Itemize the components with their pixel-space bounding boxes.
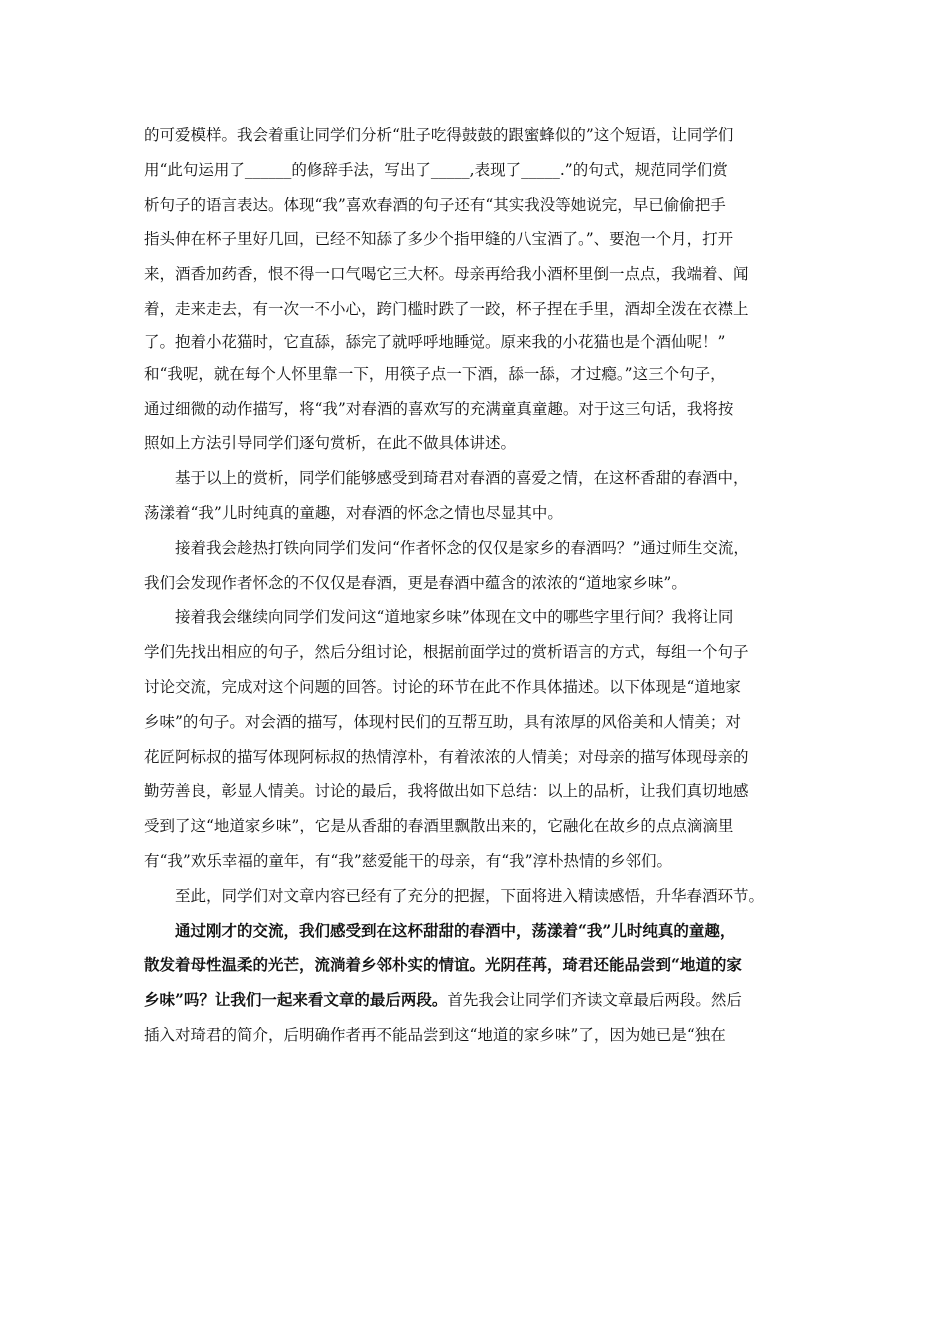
text-line [144, 809, 810, 844]
text-line [144, 257, 810, 292]
text-line [144, 844, 810, 879]
text-line [144, 426, 810, 461]
text-line [144, 222, 810, 257]
text-line [144, 948, 810, 983]
body-text: 荡漾着“我”儿时纯真的童趣，对春酒的怀念之情也尽显其中。 [144, 503, 563, 522]
body-text: 乡味”的句子。对会酒的描写，体现村民们的互帮互助，具有浓厚的风俗美和人情美；对 [144, 712, 741, 731]
text-line [144, 357, 810, 392]
body-text: 析句子的语言表达。体现“我”喜欢春酒的句子还有“其实我没等她说完，早已偷偷把手 [144, 195, 726, 214]
body-text: 和“我呢，就在每个人怀里靠一下，用筷子点一下酒，舔一舔，才过瘾。”这三个句子， [144, 364, 726, 383]
body-text: 首先我会让同学们齐读文章最后两段。然后 [447, 991, 742, 1010]
text-line [144, 1018, 810, 1053]
body-text: 接着我会继续向同学们发问这“道地家乡味”体现在文中的哪些字里行间？我将让同 [175, 608, 734, 627]
text-line [144, 740, 810, 775]
text-line [144, 461, 810, 496]
text-line [144, 327, 810, 357]
text-line [144, 392, 810, 427]
text-line [144, 566, 810, 601]
body-text: 着，走来走去，有一次一不小心，跨门槛时跌了一跤，杯子捏在手里，酒却全泼在衣襟上 [144, 299, 749, 318]
body-text: 插入对琦君的简介，后明确作者再不能品尝到这“地道的家乡味”了，因为她已是“独在 [144, 1025, 726, 1044]
body-text: 用“此句运用了______的修辞手法，写出了_____,表现了_____.”的句式，规范同学们赏 [144, 160, 728, 179]
text-line [144, 879, 810, 914]
body-text: 讨论交流，完成对这个问题的回答。讨论的环节在此不作具体描述。以下体现是“道地家 [144, 677, 741, 696]
body-text: 指头伸在杯子里好几回，已经不知舔了多少个指甲缝的八宝酒了。”、要泡一个月，打开 [144, 230, 734, 249]
body-text: 勤劳善良，彰显人情美。讨论的最后，我将做出如下总结：以上的品析，让我们真切地感 [144, 782, 749, 801]
text-line [144, 188, 810, 223]
text-line [144, 635, 810, 670]
text-line [144, 118, 810, 153]
body-text: 通过细微的动作描写，将“我”对春酒的喜欢写的充满童真童趣。对于这三句话，我将按 [144, 399, 734, 418]
text-line [144, 705, 810, 740]
body-text: 来，酒香加药香，恨不得一口气喝它三大杯。母亲再给我小酒杯里倒一点点，我端着、闻 [144, 265, 749, 284]
body-text: 花匠阿标叔的描写体现阿标叔的热情淳朴，有着浓浓的人情美；对母亲的描写体现母亲的 [144, 747, 749, 766]
bold-text: 散发着母性温柔的光芒，流淌着乡邻朴实的情谊。光阴荏苒，琦君还能品尝到“地道的家 [144, 955, 742, 975]
bold-text: 通过刚才的交流，我们感受到在这杯甜甜的春酒中，荡漾着“我”儿时纯真的童趣， [175, 920, 736, 940]
body-text: 有“我”欢乐幸福的童年，有“我”慈爱能干的母亲，有“我”淳朴热情的乡邻们。 [144, 851, 673, 870]
text-line [144, 531, 810, 566]
body-text: 基于以上的赏析，同学们能够感受到琦君对春酒的喜爱之情，在这杯香甜的春酒中， [175, 469, 749, 488]
body-text: 受到了这“地道家乡味”，它是从香甜的春酒里飘散出来的，它融化在故乡的点点滴滴里 [144, 817, 734, 836]
body-text: 了。抱着小花猫时，它直舔，舔完了就呼呼地睡觉。原来我的小花猫也是个酒仙呢！” [144, 332, 726, 351]
text-line [144, 774, 810, 809]
text-line [144, 292, 810, 327]
body-text: 至此，同学们对文章内容已经有了充分的把握，下面将进入精读感悟，升华春酒环节。 [175, 886, 765, 905]
bold-text: 乡味”吗？让我们一起来看文章的最后两段。 [144, 990, 448, 1010]
body-text: 我们会发现作者怀念的不仅仅是春酒，更是春酒中蕴含的浓浓的“道地家乡味”。 [144, 573, 687, 592]
text-line [144, 600, 810, 635]
body-text: 接着我会趁热打铁向同学们发问“作者怀念的仅仅是家乡的春酒吗？”通过师生交流， [175, 538, 749, 557]
text-line [144, 496, 810, 531]
body-text: 照如上方法引导同学们逐句赏析，在此不做具体讲述。 [144, 434, 517, 453]
text-line [144, 914, 810, 949]
text-line [144, 153, 810, 188]
body-text: 的可爱模样。我会着重让同学们分析“肚子吃得鼓鼓的跟蜜蜂似的”这个短语，让同学们 [144, 126, 734, 144]
body-text: 学们先找出相应的句子，然后分组讨论，根据前面学过的赏析语言的方式，每组一个句子 [144, 643, 749, 662]
text-line [144, 670, 810, 705]
document-body [144, 118, 810, 1053]
text-line [144, 983, 810, 1018]
